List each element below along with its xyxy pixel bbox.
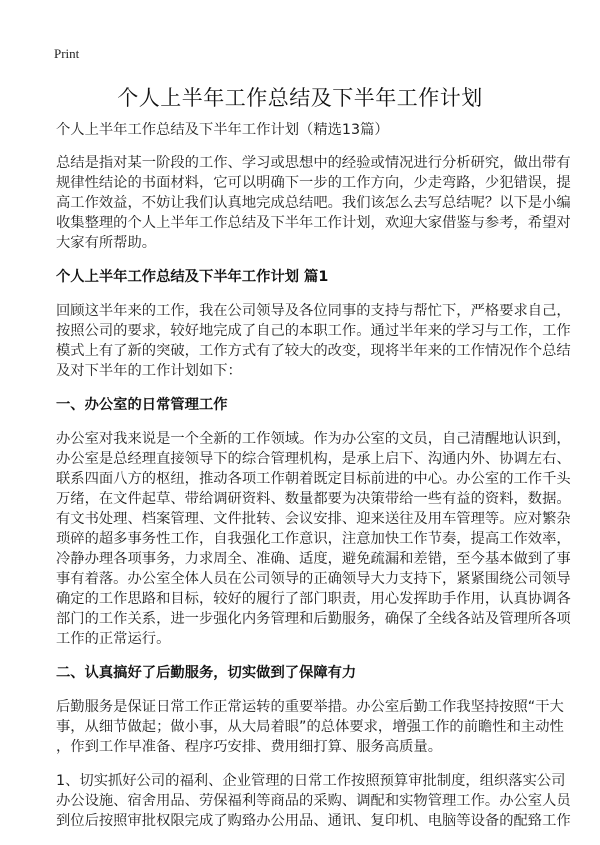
text-line: 冷静办理各项事务，力求周全、准确、适度，避免疏漏和差错，至今基本做到了事	[56, 551, 571, 567]
section-heading-logistics: 二、认真搞好了后勤服务，切实做到了保障有力	[56, 665, 357, 681]
text-line: 办公室对我来说是一个全新的工作领域。作为办公室的文员，自己清醒地认识到，	[56, 431, 571, 447]
text-line: 高工作效益，不妨让我们认真地完成总结吧。我们该怎么去写总结呢？以下是小编	[56, 195, 571, 211]
text-line: ，作到工作早准备、程序巧安排、费用细打算、服务高质量。	[56, 739, 443, 755]
text-line: 联系四面八方的枢纽，推动各项工作朝着既定目标前进的中心。办公室的工作千头	[56, 471, 571, 487]
text-line: 工作的正常运行。	[56, 631, 171, 647]
text-line: 按照公司的要求，较好地完成了自己的本职工作。通过半年来的学习与工作，工作	[56, 323, 571, 339]
document-content	[56, 120, 571, 845]
text-line: 规律性结论的书面材料，它可以明确下一步的工作方向，少走弯路，少犯错误，提	[56, 175, 571, 191]
text-line: 到位后按照审批权限完成了购臵办公用品、通讯、复印机、电脑等设备的配臵工作	[56, 813, 571, 829]
document-subtitle: 个人上半年工作总结及下半年工作计划（精选13篇）	[56, 122, 389, 138]
text-line: 确定的工作思路和目标，较好的履行了部门职责，用心发挥助手作用，认真协调各	[56, 591, 571, 607]
intro-paragraph	[56, 153, 571, 253]
section-paragraph-logistics	[56, 697, 564, 757]
text-line: 有文书处理、档案管理、文件批转、会议安排、迎来送往及用车管理等。应对繁杂	[56, 511, 571, 527]
article-heading: 个人上半年工作总结及下半年工作计划 篇1	[56, 269, 329, 285]
text-line: 回顾这半年来的工作，我在公司领导及各位同事的支持与帮忙下，严格要求自己，	[56, 303, 571, 319]
section-heading-daily-management: 一、办公室的日常管理工作	[56, 397, 228, 413]
page-title: 个人上半年工作总结及下半年工作计划	[117, 86, 483, 110]
text-line: 事，从细节做起；做小事，从大局着眼”的总体要求，增强工作的前瞻性和主动性	[56, 719, 564, 735]
text-line: 收集整理的个人上半年工作总结及下半年工作计划，欢迎大家借鉴与参考，希望对	[56, 215, 571, 231]
article-intro-paragraph	[56, 301, 571, 381]
text-line: 大家有所帮助。	[56, 235, 157, 251]
text-line: 办公室是总经理直接领导下的综合管理机构，是承上启下、沟通内外、协调左右、	[56, 451, 571, 467]
text-line: 事有着落。办公室全体人员在公司领导的正确领导大力支持下，紧紧围绕公司领导	[56, 571, 571, 587]
section-paragraph-daily-management	[56, 429, 571, 649]
print-label[interactable]: Print	[54, 46, 80, 61]
numbered-item-1	[56, 771, 571, 831]
text-line: 琐碎的超多事务性工作，自我强化工作意识，注意加快工作节奏，提高工作效率，	[56, 531, 571, 547]
text-line: 模式上有了新的突破，工作方式有了较大的改变，现将半年来的工作情况作个总结	[56, 343, 571, 359]
text-line: 总结是指对某一阶段的工作、学习或思想中的经验或情况进行分析研究，做出带有	[56, 155, 571, 171]
text-line: 办公设施、宿舍用品、劳保福利等商品的采购、调配和实物管理工作。办公室人员	[56, 793, 571, 809]
text-line: 后勤服务是保证日常工作正常运转的重要举措。办公室后勤工作我坚持按照“干大	[56, 699, 564, 715]
text-line: 部门的工作关系，进一步强化内务管理和后勤服务，确保了全线各站及管理所各项	[56, 611, 571, 627]
text-line: 1、切实抓好公司的福利、企业管理的日常工作按照预算审批制度，组织落实公司	[56, 773, 566, 789]
text-line: 万绪，在文件起草、带给调研资料、数量都要为决策带给一些有益的资料，数据。	[56, 491, 571, 507]
text-line: 及对下半年的工作计划如下：	[56, 363, 242, 379]
